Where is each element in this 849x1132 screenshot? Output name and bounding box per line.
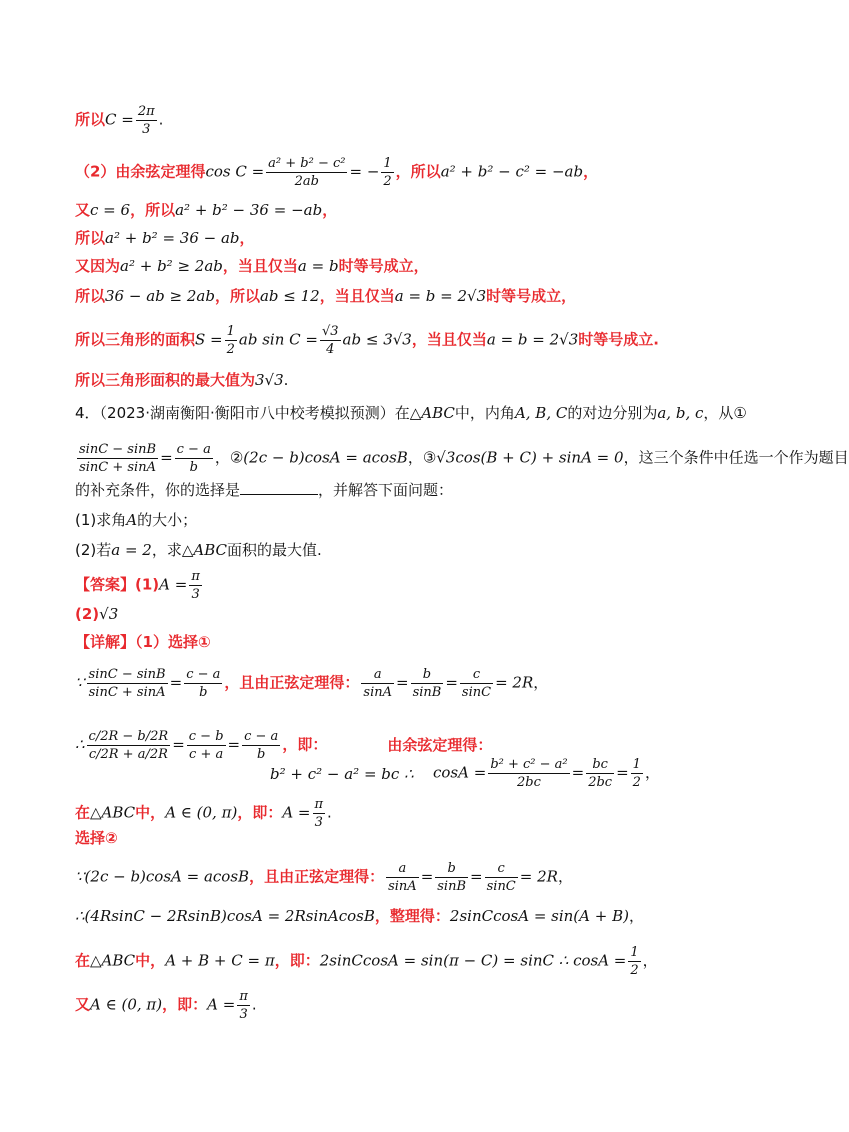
math: A ∈ (0, π): [90, 995, 163, 1014]
fraction: [313, 796, 326, 831]
fraction: [237, 988, 250, 1023]
denominator: 2: [383, 174, 392, 189]
math: 36 − ab ≥ 2ab: [105, 287, 215, 305]
choice-2-sine-law: [75, 860, 573, 895]
fraction: [184, 666, 222, 701]
denominator: 2: [632, 775, 641, 790]
text: ，当且仅当: [411, 330, 487, 349]
denominator: 3: [142, 122, 151, 137]
detail-header: [75, 632, 211, 652]
text: 所以: [75, 229, 106, 247]
text: ，整理得：: [374, 907, 450, 925]
question-1: [75, 510, 197, 530]
choice-2-simplify: [75, 906, 644, 926]
math: C =: [105, 110, 134, 129]
choice-2-triangle: [75, 944, 658, 979]
denominator: c + a: [189, 747, 224, 762]
text: 中，内角: [454, 404, 515, 422]
math: =: [445, 673, 458, 692]
denominator: c/2R + a/2R: [88, 747, 168, 762]
math: A ∈ (0, π): [165, 803, 238, 822]
math: 3√3: [255, 371, 284, 389]
text: 所以三角形的面积: [75, 330, 196, 349]
denominator: sinB: [412, 685, 442, 700]
numerator: c/2R − b/2R: [88, 729, 169, 744]
line-max-area: [75, 370, 288, 390]
line-sum-squares: [75, 228, 255, 248]
math: =: [420, 867, 434, 886]
fraction: [187, 728, 226, 763]
fraction: [77, 441, 158, 476]
text: 4．（2023·湖南衡阳·衡阳市八中校考模拟预测）在: [75, 404, 410, 422]
fraction: [386, 860, 419, 895]
fraction: [225, 323, 237, 358]
numerator: a: [361, 666, 394, 684]
fraction: [460, 666, 493, 701]
math: =: [227, 735, 241, 754]
text: 又因为: [75, 257, 121, 275]
numerator: b² + c² − a²: [490, 757, 568, 772]
denominator: 2bc: [517, 775, 541, 790]
math: A =: [159, 575, 188, 594]
text: ，即：: [162, 995, 208, 1014]
fraction: [242, 728, 280, 763]
line-ab-bound: [75, 286, 576, 306]
line-inequality: [75, 256, 429, 276]
denominator: 2ab: [294, 174, 319, 189]
text: ，且由正弦定理得：: [249, 867, 385, 886]
choice-1-conclusion: [75, 796, 332, 831]
numerator: a² + b² − c²: [268, 156, 346, 171]
text: 由余弦定理得：: [387, 735, 493, 754]
numerator: bc: [586, 756, 614, 774]
numerator: √3: [321, 324, 339, 339]
math: ab ≤ 12: [259, 287, 320, 305]
problem-4-choice: [75, 480, 453, 500]
text: ，: [322, 201, 338, 219]
numerator: c − b: [188, 729, 224, 744]
text: ，即：: [282, 735, 328, 754]
text: .: [283, 371, 289, 389]
text: ，: [644, 763, 660, 782]
math: ∴: [75, 735, 85, 754]
math: =: [172, 735, 185, 754]
denominator: 3: [314, 815, 323, 830]
math: △ABC: [90, 951, 136, 970]
text: ，所以: [214, 287, 260, 305]
text: 中，: [135, 951, 166, 970]
math: cos C =: [205, 162, 265, 181]
math: =: [160, 448, 173, 467]
math: a² + b² − c² = −ab: [440, 162, 584, 181]
text: 【答案】(1): [75, 575, 160, 594]
text: ，②: [214, 448, 244, 467]
numerator: b: [435, 860, 468, 878]
text: ，这三个条件中任选一个作为题目: [623, 448, 849, 467]
denominator: 3: [191, 587, 200, 602]
numerator: c − a: [186, 667, 221, 682]
math: 2sinCcosA = sin(π − C) = sinC ∴ cosA =: [319, 951, 627, 970]
math: b² + c² − a² = bc ∴: [270, 765, 414, 783]
math: ∵: [75, 673, 85, 692]
text: （2）由余弦定理得: [75, 162, 206, 181]
text: 所以三角形面积的最大值为: [75, 371, 256, 389]
text: (2): [75, 605, 100, 623]
text: .: [251, 995, 257, 1014]
fraction: [361, 666, 394, 701]
fraction: [87, 666, 168, 701]
denominator: sinC + sinA: [88, 685, 166, 700]
text: .: [158, 110, 164, 129]
text: (2)若: [75, 541, 112, 559]
math: = 2R: [495, 673, 534, 692]
denominator: b: [199, 685, 208, 700]
denominator: b: [189, 460, 198, 475]
math: a = b = 2√3: [486, 330, 579, 349]
fraction: [411, 666, 444, 701]
problem-4-conditions: [75, 441, 849, 476]
line-area-formula: [75, 323, 659, 358]
math: = −: [349, 162, 380, 181]
text: 时等号成立，: [486, 287, 577, 305]
question-2: [75, 540, 322, 560]
math: =: [396, 673, 409, 692]
math: ab ≤ 3√3: [342, 330, 412, 349]
text: 时等号成立.: [578, 330, 659, 349]
choice-1-derivation: [75, 728, 492, 763]
text: .: [327, 803, 332, 822]
math: 2sinCcosA = sin(A + B): [449, 907, 629, 925]
fraction: [628, 944, 640, 979]
text: 【详解】（1）选择①: [75, 633, 211, 651]
numerator: sinC − sinB: [79, 442, 157, 457]
text: 所以: [75, 110, 106, 129]
numerator: π: [239, 989, 248, 1004]
text: 面积的最大值.: [227, 541, 322, 559]
problem-4-header: [75, 403, 747, 423]
math: S =: [195, 330, 223, 349]
choice-1-sine-law: [75, 666, 548, 701]
math: a = b: [297, 257, 339, 275]
answer-1: [75, 568, 204, 603]
math: ab sin C =: [238, 330, 318, 349]
math: √3: [99, 605, 119, 623]
text: 又: [75, 201, 91, 219]
choice-2-conclusion: [75, 988, 257, 1023]
numerator: 1: [226, 324, 235, 339]
numerator: c − a: [244, 729, 279, 744]
fraction: [488, 756, 569, 791]
math: =: [169, 673, 183, 692]
denominator: b: [257, 747, 266, 762]
fraction: [381, 155, 393, 190]
numerator: 1: [632, 757, 641, 772]
denominator: 2: [226, 342, 235, 357]
denominator: 4: [326, 342, 335, 357]
text: 在: [75, 951, 91, 970]
numerator: 1: [383, 156, 392, 171]
denominator: sinC: [486, 879, 516, 894]
text: ，: [239, 229, 255, 247]
numerator: π: [191, 569, 200, 584]
cosine-result: [433, 756, 660, 791]
choice-2-header: [75, 828, 118, 848]
fraction: [189, 568, 202, 603]
numerator: c − a: [176, 442, 211, 457]
answer-blank: [240, 480, 318, 495]
numerator: 1: [630, 945, 639, 960]
text: ，: [628, 907, 644, 925]
line-c-equals-6: [75, 200, 337, 220]
text: ，当且仅当: [319, 287, 395, 305]
answer-2: [75, 604, 118, 624]
text: 的对边分别为: [567, 404, 658, 422]
text: ，当且仅当: [222, 257, 298, 275]
math: √3cos(B + C) + sinA = 0: [436, 448, 624, 467]
numerator: a: [386, 860, 419, 878]
math: a, b, c: [657, 404, 704, 422]
math: =: [571, 763, 585, 782]
fraction: [320, 323, 341, 358]
math: A =: [282, 803, 311, 822]
text: ，③: [407, 448, 437, 467]
math: a² + b² ≥ 2ab: [120, 257, 223, 275]
text: 在: [75, 803, 91, 822]
math: (4RsinC − 2RsinB)cosA = 2RsinAcosB: [84, 907, 375, 925]
math: △ABC: [90, 803, 136, 822]
math: = 2R: [519, 867, 558, 886]
numerator: 2π: [137, 104, 155, 119]
math: =: [470, 867, 483, 886]
fraction: [631, 756, 643, 791]
text: 中，: [135, 803, 166, 822]
text: 时等号成立，: [338, 257, 429, 275]
text: 所以: [75, 287, 106, 305]
text: ，: [533, 673, 549, 692]
math: A: [126, 511, 138, 529]
math: ∴: [75, 907, 85, 925]
numerator: c: [460, 666, 493, 684]
text: ，: [557, 867, 573, 886]
text: ，并解答下面问题：: [318, 481, 454, 499]
text: 的补充条件，你的选择是: [75, 481, 241, 499]
text: 又: [75, 995, 91, 1014]
text: ，: [642, 951, 658, 970]
line-part2-cosine: [75, 155, 598, 190]
denominator: sinA: [388, 879, 417, 894]
denominator: sinC: [461, 685, 492, 700]
fraction: [136, 103, 157, 138]
line-b2-c2: [270, 764, 414, 784]
math: △ABC: [181, 541, 228, 559]
math: A =: [207, 995, 236, 1014]
fraction: [266, 155, 347, 190]
numerator: b: [411, 666, 444, 684]
denominator: 2: [630, 963, 639, 978]
fraction: [435, 860, 468, 895]
fraction: [175, 441, 213, 476]
numerator: c: [485, 860, 518, 878]
math: a = b = 2√3: [394, 287, 487, 305]
denominator: 2bc: [588, 775, 613, 790]
math: cosA =: [433, 763, 487, 782]
math: (2c − b)cosA = acosB: [243, 448, 408, 467]
math: a = 2: [111, 541, 152, 559]
denominator: sinC + sinA: [79, 460, 156, 475]
math: (2c − b)cosA = acosB: [84, 867, 250, 886]
fraction: [87, 728, 171, 763]
math: ∵: [75, 867, 85, 886]
text: ，即：: [274, 951, 320, 970]
denominator: sinA: [363, 685, 392, 700]
fraction: [586, 756, 614, 791]
math: =: [616, 763, 629, 782]
math: a² + b² = 36 − ab: [105, 229, 240, 247]
line-conclusion-c: [75, 103, 163, 138]
numerator: π: [314, 797, 324, 812]
text: 的大小；: [137, 511, 198, 529]
math: c = 6: [90, 201, 131, 219]
math: A, B, C: [514, 404, 568, 422]
text: ，且由正弦定理得：: [224, 673, 360, 692]
text: (1)求角: [75, 511, 127, 529]
text: ，从①: [703, 404, 747, 422]
math: a² + b² − 36 = −ab: [175, 201, 323, 219]
text: ，: [583, 162, 599, 181]
denominator: sinB: [437, 879, 467, 894]
text: 选择②: [75, 829, 118, 847]
denominator: 3: [239, 1007, 248, 1022]
fraction: [485, 860, 518, 895]
numerator: sinC − sinB: [88, 667, 166, 682]
text: ，即：: [237, 803, 283, 822]
math: A + B + C = π: [165, 951, 275, 970]
text: ，所以: [130, 201, 176, 219]
text: ，求: [151, 541, 182, 559]
math: △ABC: [409, 404, 455, 422]
text: ，所以: [395, 162, 441, 181]
